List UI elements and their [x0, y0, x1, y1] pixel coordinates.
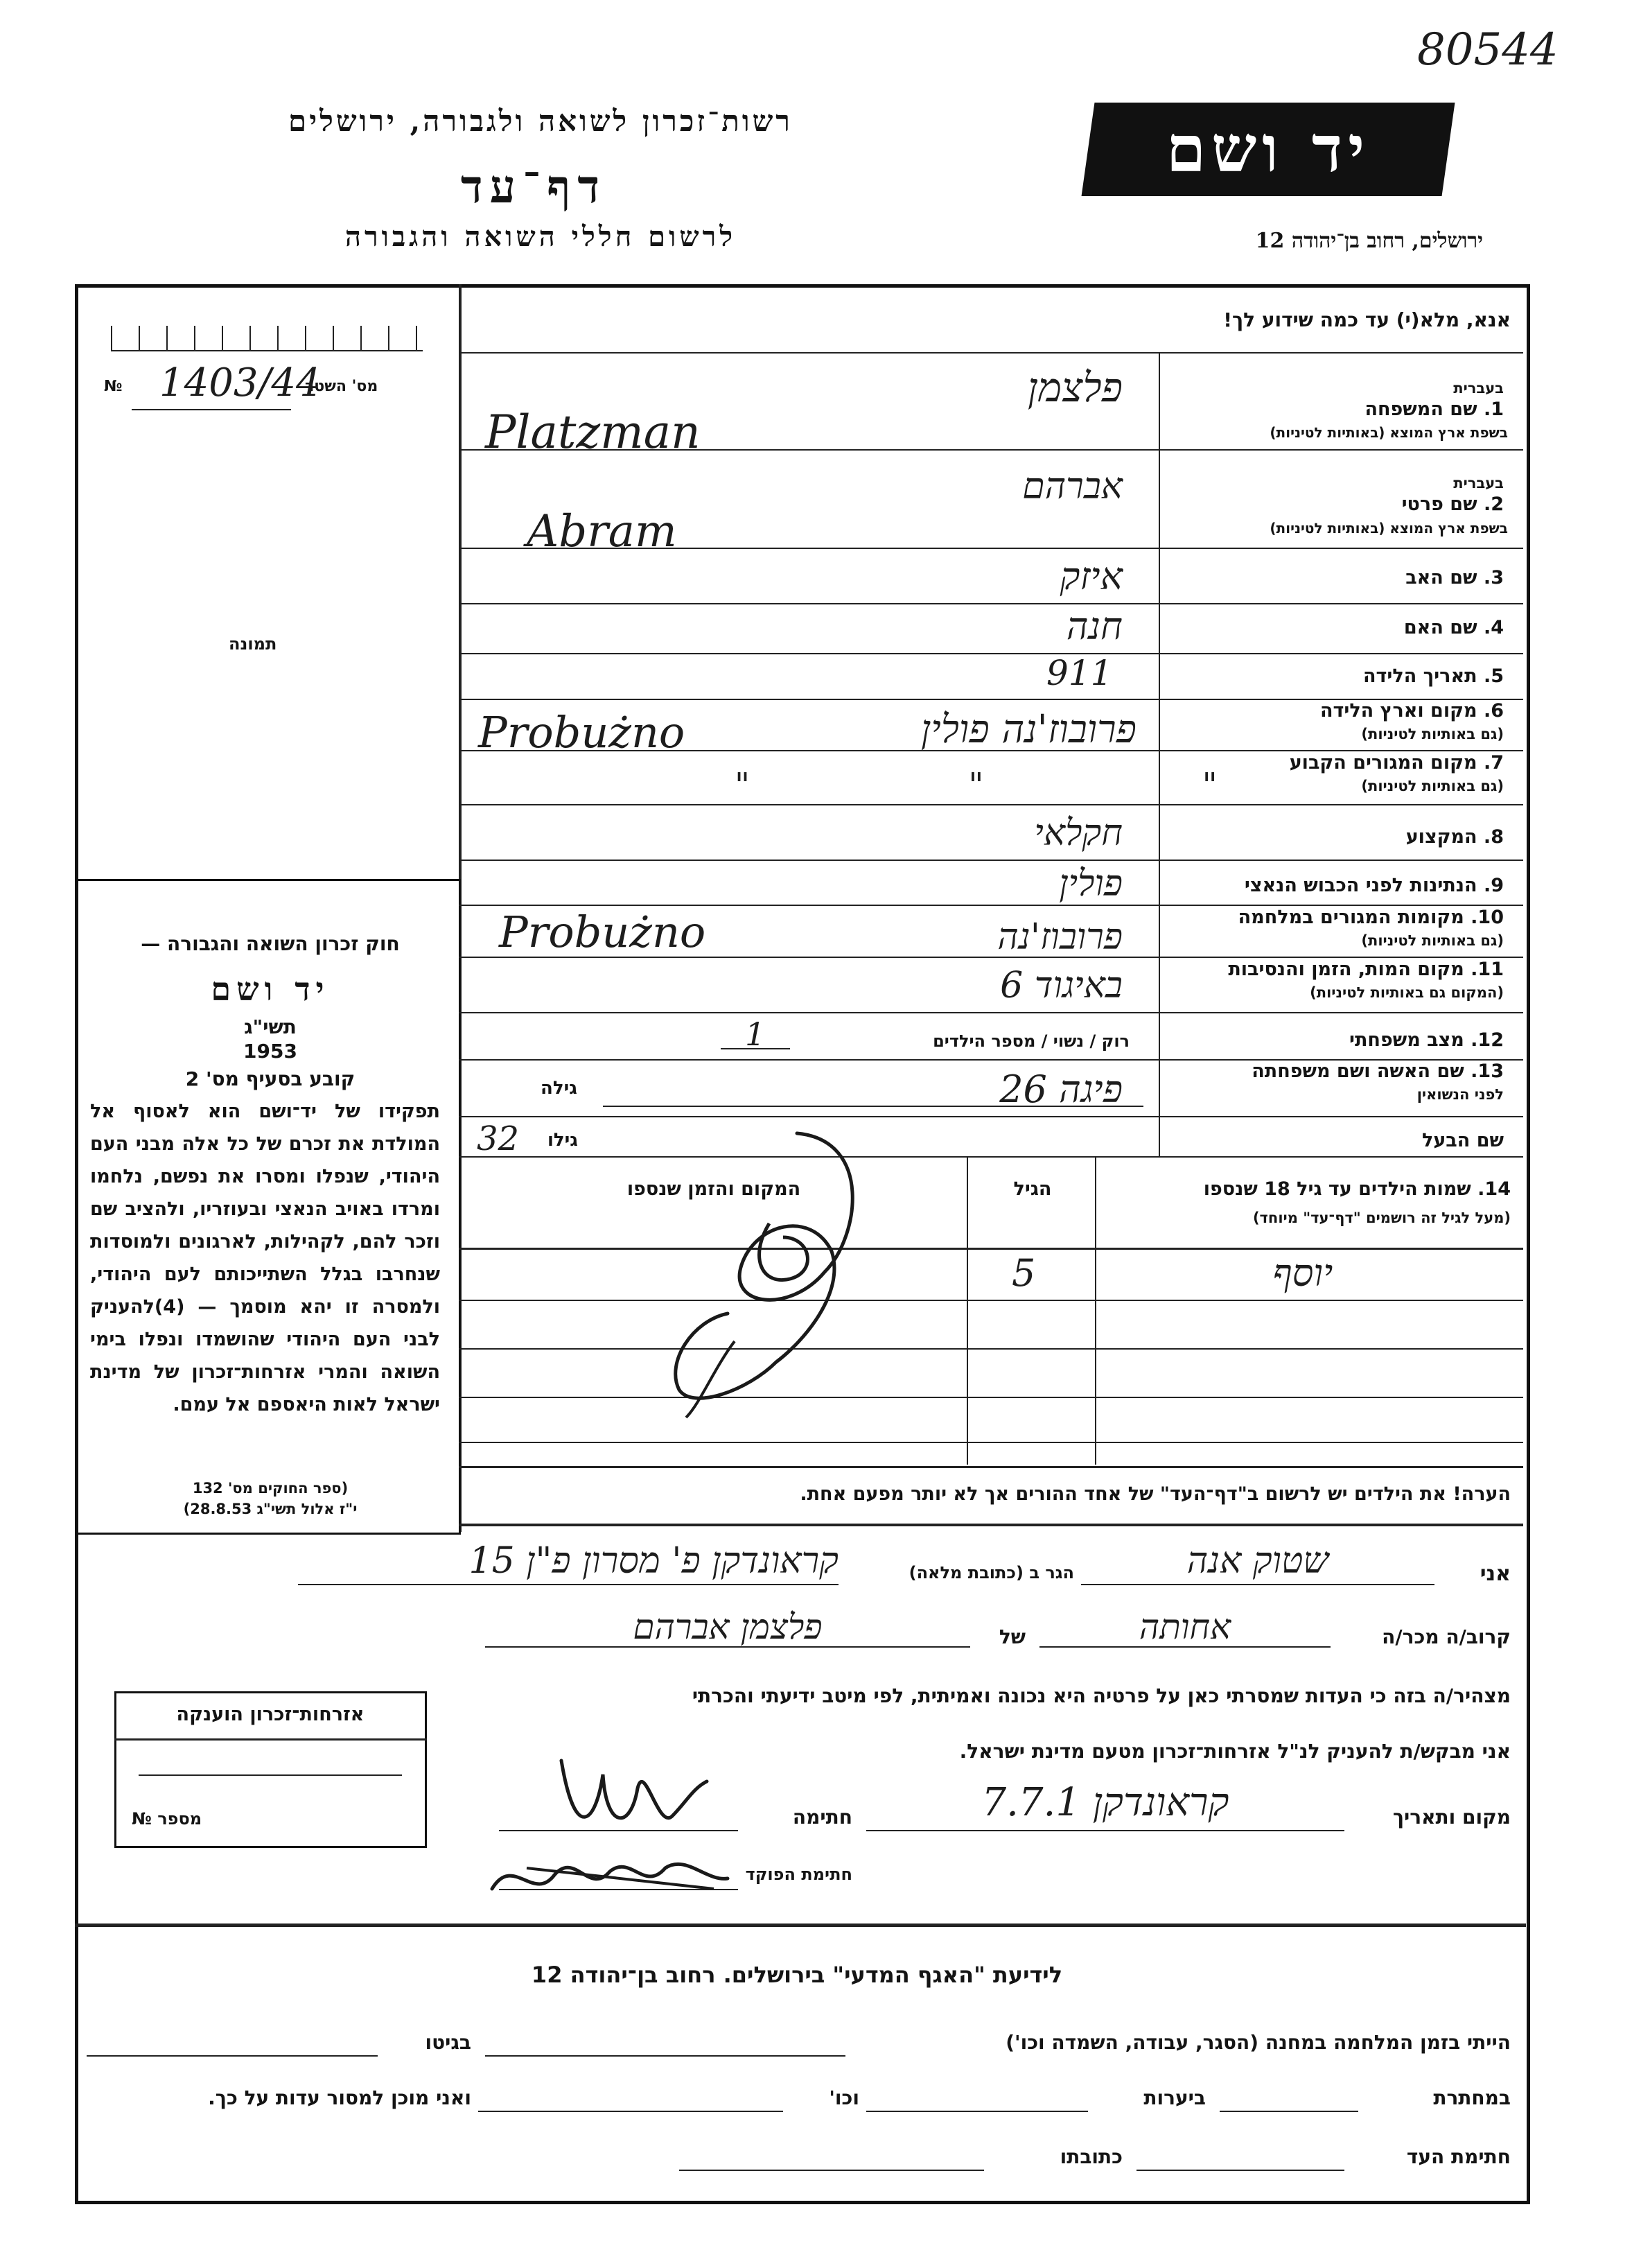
- form-subtitle: לרשום חללי השואה והגבורה: [344, 220, 737, 253]
- footer-line2-underground: במחתרת: [1433, 2086, 1511, 2109]
- footer-line2-etc: וכו': [829, 2086, 859, 2109]
- citizenship-title: אזרחות־זכרון הוענקה: [176, 1704, 365, 1725]
- field-1-hebrew-value: פלצמן: [1027, 364, 1123, 411]
- field-10-sub: (גם באותיות לטיניות): [1361, 932, 1504, 949]
- place-date-label: מקום ותאריך: [1392, 1806, 1511, 1829]
- reg-number: 1403/44: [159, 360, 321, 405]
- law-title: חוק זכרון השואה והגבורה —: [141, 932, 400, 955]
- law-section: קובע בסעיף מס' 2: [185, 1067, 356, 1090]
- signature-label: חתימה: [792, 1806, 852, 1829]
- handwritten-scribble-icon: [651, 1113, 942, 1431]
- child-age: 5: [1012, 1251, 1036, 1295]
- field-12-options: רוק / נשוי / מספר הילדים: [933, 1031, 1130, 1051]
- field-5-label: 5. תאריך הלידה: [1362, 665, 1504, 687]
- footer-divider: [75, 1924, 1526, 1927]
- reg-label: מס' השטר: [305, 378, 378, 395]
- field-6-hebrew-value: פרובוז'נה פולין: [920, 707, 1136, 752]
- child-name: יוסף: [1272, 1251, 1333, 1295]
- law-ref-1: (ספר החוקים מס' 132: [192, 1480, 349, 1497]
- relation-value: אחותה: [1139, 1607, 1231, 1647]
- husband-age-label: גילו: [547, 1130, 578, 1151]
- children-col-divider-2: [1095, 1156, 1096, 1465]
- footer-line1-camp: הייתי בזמן המלחמה במחנה (הסגר, עבודה, השמדה וכו'): [1006, 2031, 1511, 2054]
- field-2-sub: בשפת ארץ המוצא (באותיות לטיניות): [1270, 520, 1508, 537]
- field-2-latin-value: Abram: [527, 506, 677, 557]
- address: ירושלים, רחוב בן־יהודה 12: [1255, 229, 1483, 253]
- field-12-label: 12. מצב משפחתי: [1349, 1029, 1504, 1051]
- children-col-divider-1: [967, 1156, 968, 1465]
- reg-ruler: [111, 350, 423, 351]
- hebrew-tag-2: בעברית: [1453, 475, 1504, 491]
- field-5-value: 911: [1046, 653, 1113, 693]
- field-10-label: 10. מקומות המגורים במלחמה: [1238, 907, 1504, 928]
- declarant-address: קראונדקן פ' מסרון פ"ן 15: [468, 1540, 839, 1582]
- field-1-label: 1. שם המשפחה: [1364, 399, 1504, 420]
- field-9-value: פולין: [1059, 863, 1123, 905]
- field-2-hebrew-value: אברהם: [1022, 466, 1123, 507]
- archive-number: 80544: [1417, 24, 1559, 76]
- field-6-sub: (גם באותיות לטיניות): [1361, 726, 1504, 742]
- footer-line1-ghetto: בגיטו: [425, 2031, 471, 2054]
- hebrew-tag-1: בעברית: [1453, 380, 1504, 396]
- authority-title: רשות־זכרון לשואה ולגבורה, ירושלים: [288, 104, 793, 138]
- field-label-divider: [1159, 352, 1160, 1156]
- field-6-latin-value: Probużno: [478, 707, 685, 758]
- footer-line2-ready: ואני מוכן למסור עדות על כך.: [208, 2086, 471, 2109]
- field-13-value: פיגה 26: [999, 1067, 1123, 1111]
- footer-address-label: כתובתו: [1060, 2145, 1123, 2168]
- of-label: של: [999, 1625, 1026, 1648]
- place-date-value: קראונדקן 7.7.1: [981, 1780, 1229, 1825]
- relation-label: קרוב/ה מכר/ה: [1382, 1625, 1511, 1648]
- field-2-label: 2. שם פרטי: [1401, 494, 1504, 515]
- of-value: פלצמן אברהם: [633, 1607, 823, 1647]
- field-14-sub: (מעל לגיל זה רושמים "דף־עד" מיוחד): [1252, 1210, 1511, 1226]
- field-11-label: 11. מקום המות, הזמן והנסיבות: [1228, 959, 1504, 980]
- field-7-sub: (גם באותיות לטיניות): [1361, 778, 1504, 794]
- footer-line2-forests: ביערות: [1143, 2086, 1206, 2109]
- field-1-latin-value: Platzman: [485, 405, 701, 459]
- request-text: אני מבקש/ת להעניק לנ"ל אזרחות־זכרון מטעם מדינת ישראל.: [959, 1740, 1511, 1763]
- logo-text: יד ושם: [1166, 112, 1371, 186]
- field-14-label: 14. שמות הילדים עד גיל 18 שנספו: [1203, 1178, 1511, 1200]
- field-13-label: 13. שם האשה ושם משפחתה: [1252, 1061, 1504, 1082]
- law-year-heb: תשי"ג: [244, 1015, 297, 1038]
- field-10-latin-value: Probużno: [499, 907, 706, 957]
- field-4-label: 4. שם האם: [1403, 617, 1504, 638]
- field-7-value: " " ": [735, 766, 1322, 805]
- citizenship-number: מספר №: [132, 1809, 202, 1829]
- husband-age-value: 32: [477, 1119, 520, 1158]
- reg-mark: №: [104, 378, 123, 395]
- law-name: יד ושם: [211, 970, 330, 1008]
- col-age-header: הגיל: [1013, 1178, 1052, 1200]
- intro-text: אנא, מלא(י) עד כמה שידוע לך!: [1223, 308, 1511, 331]
- footer-title: לידיעת "האגף המדעי" בירושלים. רחוב בן־יהודה 12: [531, 1962, 1063, 1988]
- i-label: אני: [1480, 1562, 1511, 1586]
- law-year: 1953: [243, 1040, 297, 1063]
- field-11-sub: (המקום גם באותיות לטיניות): [1310, 984, 1504, 1001]
- resides-label: הגר ב (כתובת מלאה): [909, 1563, 1074, 1582]
- wife-age-label: גילה: [541, 1078, 577, 1099]
- official-signature-icon: [485, 1840, 735, 1906]
- husband-label: שם הבעל: [1421, 1130, 1504, 1151]
- col-place-header: המקום והזמן שנספו: [626, 1178, 801, 1200]
- field-4-value: חנה: [1066, 604, 1123, 648]
- law-ref-2: י"ז אלול תשי"ג 28.8.53): [183, 1501, 358, 1517]
- declarant-name: שטוק אנה: [1186, 1540, 1329, 1582]
- form-title: דף־עד: [460, 159, 607, 213]
- field-3-label: 3. שם האב: [1405, 567, 1504, 588]
- field-8-label: 8. המקצוע: [1405, 826, 1504, 848]
- field-8-value: חקלאי: [1034, 812, 1123, 854]
- note-text: הערה! את הילדים יש לרשום ב"דף־העד" של אחד ההורים אך לא יותר מפעם אחת.: [800, 1483, 1511, 1505]
- field-6-label: 6. מקום וארץ הלידה: [1319, 700, 1504, 722]
- footer-witness-signature: חתימת העד: [1406, 2145, 1511, 2168]
- photo-label: תמונה: [229, 634, 277, 654]
- law-text: תפקידו של יד־ושם הוא לאסוף אל המולדת את זכרם של כל אלה מבני העם היהודי, שנפלו ומסרו את נפשם, נלחמו ומרדו באויב הנאצי ובעוזריו, ולהציב שם וזכר להם, לקהילות, לארגונים ולמוסדות שנחרבו בגלל השתייכותם לעם היהודי, ולמסרה זו יהא מוסמך — (4)להעניק לבני העם היהודי שהושמדו ונפלו בימי השואה והמרי אזרחות־זכרון של מדינת ישראל לאות היאספם אל עמם.: [90, 1101, 440, 1415]
- official-signature-label: חתימת הפוקד: [745, 1865, 852, 1884]
- witness-signature-icon: [547, 1747, 714, 1837]
- declare-text: מצהיר/ה בזה כי העדות שמסרתי כאן על פרטיה היא נכונה ואמיתית, לפי מיטב ידיעתי והכרתי: [692, 1684, 1511, 1707]
- field-3-value: איזק: [1060, 555, 1123, 598]
- field-9-label: 9. הנתינות לפני הכבוש הנאצי: [1244, 875, 1504, 896]
- field-11-value: באיגוד 6: [1000, 965, 1123, 1006]
- field-12-value: 1: [745, 1015, 766, 1053]
- field-1-sub: בשפת ארץ המוצא (באותיות לטיניות): [1270, 424, 1508, 441]
- field-13-sub: לפני הנשואין: [1416, 1086, 1504, 1103]
- field-10-hebrew-value: פרובוז'נה: [997, 916, 1123, 958]
- yad-vashem-logo: [1082, 103, 1455, 196]
- field-7-label: 7. מקום המגורים הקבוע: [1289, 752, 1504, 774]
